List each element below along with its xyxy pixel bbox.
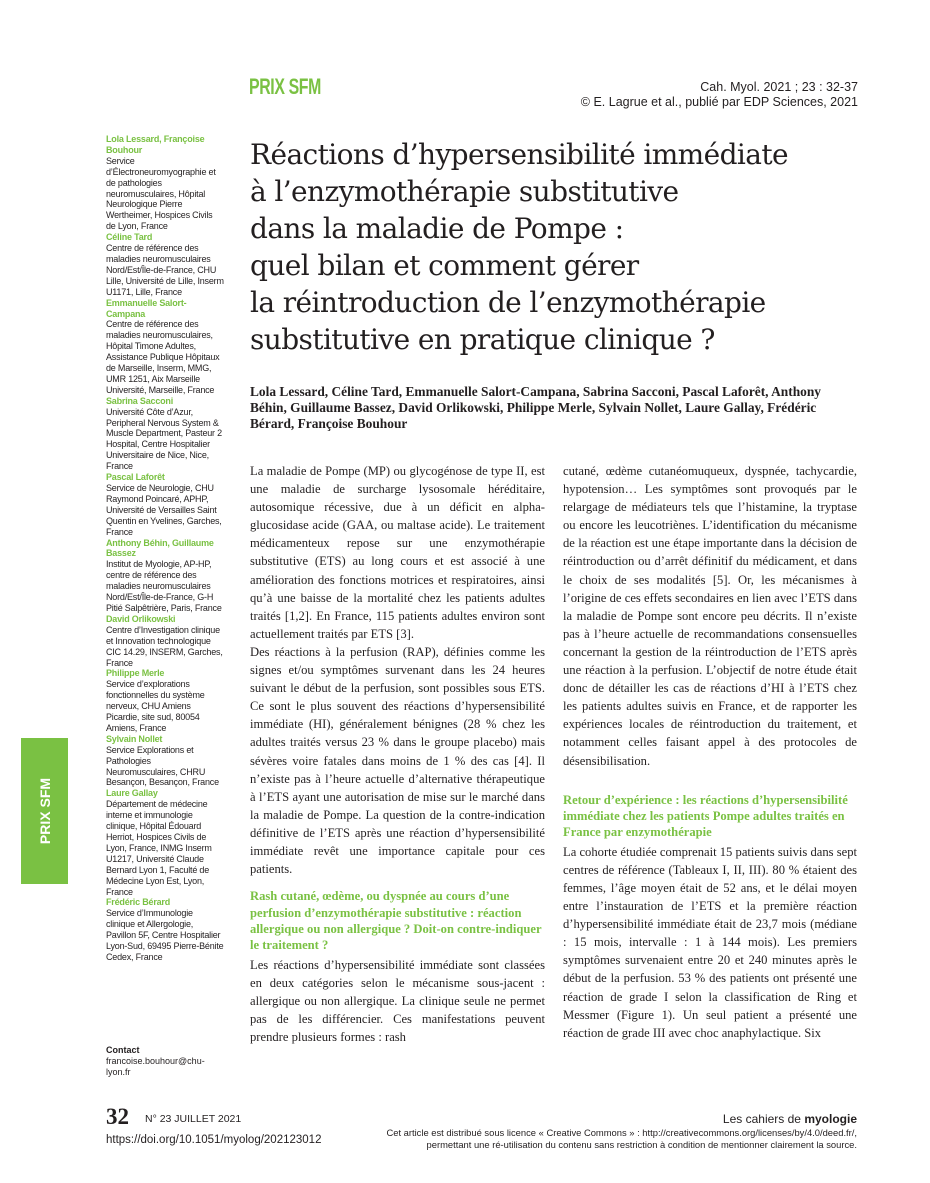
body-column-left bbox=[250, 462, 545, 1046]
side-tab-label: PRIX SFM bbox=[36, 777, 53, 845]
section-heading: Retour d’expérience : les réactions d’hypersensibilité immédiate chez les patients Pompe adultes traités en France par enzymothérapie bbox=[563, 792, 848, 840]
citation-line-1: Cah. Myol. 2021 ; 23 : 32-37 bbox=[700, 80, 858, 94]
affiliation-text: Service d’Immunologie clinique et Allergologie, Pavillon 5F, Centre Hospitalier Lyon-Sud, 69495 Pierre-Bénite Cedex, France bbox=[106, 908, 224, 962]
affiliation-name: Céline Tard bbox=[106, 232, 153, 243]
affiliation-name: David Orlikowski bbox=[106, 613, 176, 624]
title-line: quel bilan et comment gérer bbox=[250, 249, 639, 282]
affiliation-name: Philippe Merle bbox=[106, 668, 165, 679]
journal-name bbox=[723, 1112, 857, 1126]
affiliation-name: Lola Lessard, Françoise Bouhour bbox=[106, 134, 205, 155]
affiliation-name: Anthony Béhin, Guillaume Bassez bbox=[106, 537, 214, 559]
issue-info: N° 23 JUILLET 2021 bbox=[145, 1113, 242, 1125]
citation-line-2: © E. Lagrue et al., publié par EDP Sciences, 2021 bbox=[580, 95, 858, 109]
affiliation-text: Institut de Myologie, AP-HP, centre de référence des maladies neuromusculaires Nord/Est/Île-de-France, G-H Pitié Salpêtrière, Paris, France bbox=[106, 559, 222, 613]
journal-prefix: Les cahiers de bbox=[722, 1112, 805, 1126]
affiliation bbox=[106, 614, 224, 669]
contact-label: Contact bbox=[106, 1045, 140, 1055]
affiliation-text: Service d’Électroneuromyographie et de pathologies neuromusculaires, Hôpital Neurologique Pierre Wertheimer, Hospices Civils de Lyon, France bbox=[106, 155, 216, 232]
affiliation bbox=[106, 298, 224, 396]
paragraph: Des réactions à la perfusion (RAP), définies comme les signes et/ou symptômes survenant dans les 24 heures suivant le début de la perfusion, sont possibles sous ETS. Ce sont le plus souvent des réactions d’hypersensibilité immédiate (HI), généralement bénignes (28 % chez les adultes traités versus 23 % dans le groupe placebo) mais sévères voire fatales dans moins de 1 % des cas [4]. Il n’existe pas à l’heure actuelle d’alternative thérapeutique à l’ETS ayant une autorisation de mise sur le marché dans la maladie de Pompe. La question de la contre-indication définitive de l’ETS après une réaction d’hypersensibilité immédiate revêt une importance capitale pour ces patients. bbox=[250, 644, 545, 877]
affiliation-name: Sabrina Sacconi bbox=[106, 395, 174, 406]
author-list: Lola Lessard, Céline Tard, Emmanuelle Salort-Campana, Sabrina Sacconi, Pascal Laforêt, Anthony Béhin, Guillaume Bassez, David Orlikowski, Philippe Merle, Sylvain Nollet, Laure Gallay, Frédéric Bérard, Françoise Bouhour bbox=[250, 384, 821, 431]
affiliation-text: Université Côte d’Azur, Peripheral Nervous System & Muscle Department, Pasteur 2 Hospital, Centre Hospitalier Universitaire de Nice, Nice, France bbox=[106, 406, 222, 472]
contact-block bbox=[106, 1045, 224, 1078]
affiliation-text: Service d’explorations fonctionnelles du système nerveux, CHU Amiens Picardie, site sud, 80054 Amiens, France bbox=[106, 679, 205, 733]
doi-link[interactable]: https://doi.org/10.1051/myolog/202123012 bbox=[106, 1134, 322, 1146]
affiliation bbox=[106, 538, 224, 614]
affiliation bbox=[106, 734, 224, 789]
affiliation-text: Département de médecine interne et immunologie clinique, Hôpital Édouard Herriot, Hospices Civils de Lyon, France, INMG Inserm U1217, Université Claude Bernard Lyon 1, Faculté de Médecine Lyon Est, Lyon, France bbox=[106, 799, 212, 897]
title-line: substitutive en pratique clinique ? bbox=[250, 323, 715, 356]
affiliation bbox=[106, 788, 224, 897]
affiliations-sidebar bbox=[106, 134, 224, 963]
side-tab bbox=[21, 738, 68, 884]
affiliation-text: Centre de référence des maladies neuromusculaires Nord/Est/Île-de-France, CHU Lille, Université de Lille, Inserm U1171, Lille, France bbox=[106, 243, 224, 297]
affiliation-text: Centre de référence des maladies neuromusculaires, Hôpital Timone Adultes, Assistance Publique Hôpitaux de Marseille, Inserm, MMG, UMR 1251, Aix Marseille Université, Marseille, France bbox=[106, 319, 220, 395]
affiliation bbox=[106, 134, 224, 232]
citation bbox=[581, 80, 858, 110]
affiliation bbox=[106, 668, 224, 733]
affiliation-text: Service Explorations et Pathologies Neuromusculaires, CHRU Besançon, Besançon, France bbox=[106, 744, 219, 788]
title-line: à l’enzymothérapie substitutive bbox=[250, 175, 679, 208]
journal-title: myologie bbox=[804, 1112, 857, 1126]
affiliation-text: Centre d’Investigation clinique et Innovation technologique CIC 14.29, INSERM, Garches, France bbox=[106, 624, 223, 668]
title-line: dans la maladie de Pompe : bbox=[250, 212, 624, 245]
affiliation bbox=[106, 897, 224, 962]
article-title bbox=[250, 136, 840, 358]
paragraph: La maladie de Pompe (MP) ou glycogénose de type II, est une maladie de surcharge lysosomale héréditaire, autosomique récessive, due à un déficit en alpha-glucosidase acide (GAA, ou maltase acide). Le traitement médicamenteux repose sur une enzymothérapie substitutive (ETS) au long cours et est associé à une amélioration des fonctions motrices et respiratoires, ainsi qu’à une baisse de la mortalité chez les patients adultes traités [1,2]. En France, 115 patients adultes environ sont actuellement traités par ETS [3]. bbox=[250, 464, 545, 641]
affiliation bbox=[106, 232, 224, 297]
affiliation-name: Emmanuelle Salort-Campana bbox=[106, 297, 187, 319]
contact-email[interactable]: francoise.bouhour@chu-lyon.fr bbox=[106, 1056, 205, 1077]
license-line-2: permettant une ré-utilisation du contenu sans restriction à condition de mentionner clairement la source. bbox=[426, 1139, 857, 1150]
section-tag: PRIX SFM bbox=[249, 74, 321, 99]
affiliation-name: Sylvain Nollet bbox=[106, 733, 163, 744]
section-heading: Rash cutané, œdème, ou dyspnée au cours d’une perfusion d’enzymothérapie substitutive : réaction allergique ou non allergique ? Doit-on contre-indiquer le traitement ? bbox=[250, 889, 542, 953]
license-notice bbox=[386, 1127, 857, 1151]
affiliation bbox=[106, 472, 224, 537]
page-number: 32 bbox=[106, 1104, 129, 1129]
title-line: la réintroduction de l’enzymothérapie bbox=[250, 286, 766, 319]
license-line-1: Cet article est distribué sous licence « Creative Commons » : http://creativecommons.org/licenses/by/4.0/deed.fr/, bbox=[386, 1127, 857, 1138]
paragraph: cutané, œdème cutanéomuqueux, dyspnée, tachycardie, hypotension… Les symptômes sont provoqués par le relargage de médiateurs tels que l’histamine, la tryptase ou encore les leucotriènes. L’identification du mécanisme de la réaction est une étape importante dans la décision de réintroduction ou d’arrêt définitif du médicament, et dans le choix de ses modalités [5]. Or, les mécanismes à l’origine de ces effets secondaires en lien avec l’ETS dans la maladie de Pompe sont encore peu décrits. Il n’existe pas à l’heure actuelle de recommandations consensuelles concernant la gestion de la réintroduction de l’ETS après une réaction à la perfusion. L’objectif de notre étude était donc de détailler les cas de réactions d’HI à l’ETS chez les patients adultes suivis en France, et de rapporter les expériences locales de réintroduction du traitement, et notamment celles faisant appel à des protocoles de désensibilisation. bbox=[563, 464, 857, 768]
affiliation-name: Laure Gallay bbox=[106, 788, 158, 799]
affiliation bbox=[106, 396, 224, 472]
body-column-right bbox=[563, 462, 857, 1042]
affiliation-name: Frédéric Bérard bbox=[106, 897, 171, 908]
affiliation-text: Service de Neurologie, CHU Raymond Poincaré, APHP, Université de Versailles Saint Quentin en Yvelines, Garches, France bbox=[106, 483, 222, 537]
paragraph: La cohorte étudiée comprenait 15 patients suivis dans sept centres de référence (Tableaux I, II, III). 80 % étaient des femmes, l’âge moyen était de 52 ans, et le délai moyen entre l’instauration de l’ETS et la première réaction d’hypersensibilité immédiate était de 23,7 mois (médiane : 15 mois, intervalle : 1 à 144 mois). Les premiers symptômes survenaient entre 20 et 240 minutes après le début de la perfusion. 53 % des patients ont présenté une réaction de grade I selon la classification de Ring et Messmer (Figure 1). Un seul patient a présenté une réaction de grade III avec choc anaphylactique. Six bbox=[563, 844, 857, 1040]
title-line: Réactions d’hypersensibilité immédiate bbox=[250, 138, 788, 171]
affiliation-name: Pascal Laforêt bbox=[106, 472, 165, 483]
paragraph: Les réactions d’hypersensibilité immédiate sont classées en deux catégories selon le mécanisme sous-jacent : allergique ou non allergique. La clinique seule ne permet pas de les différencier. Ces manifestations peuvent prendre plusieurs formes : rash bbox=[250, 957, 545, 1045]
